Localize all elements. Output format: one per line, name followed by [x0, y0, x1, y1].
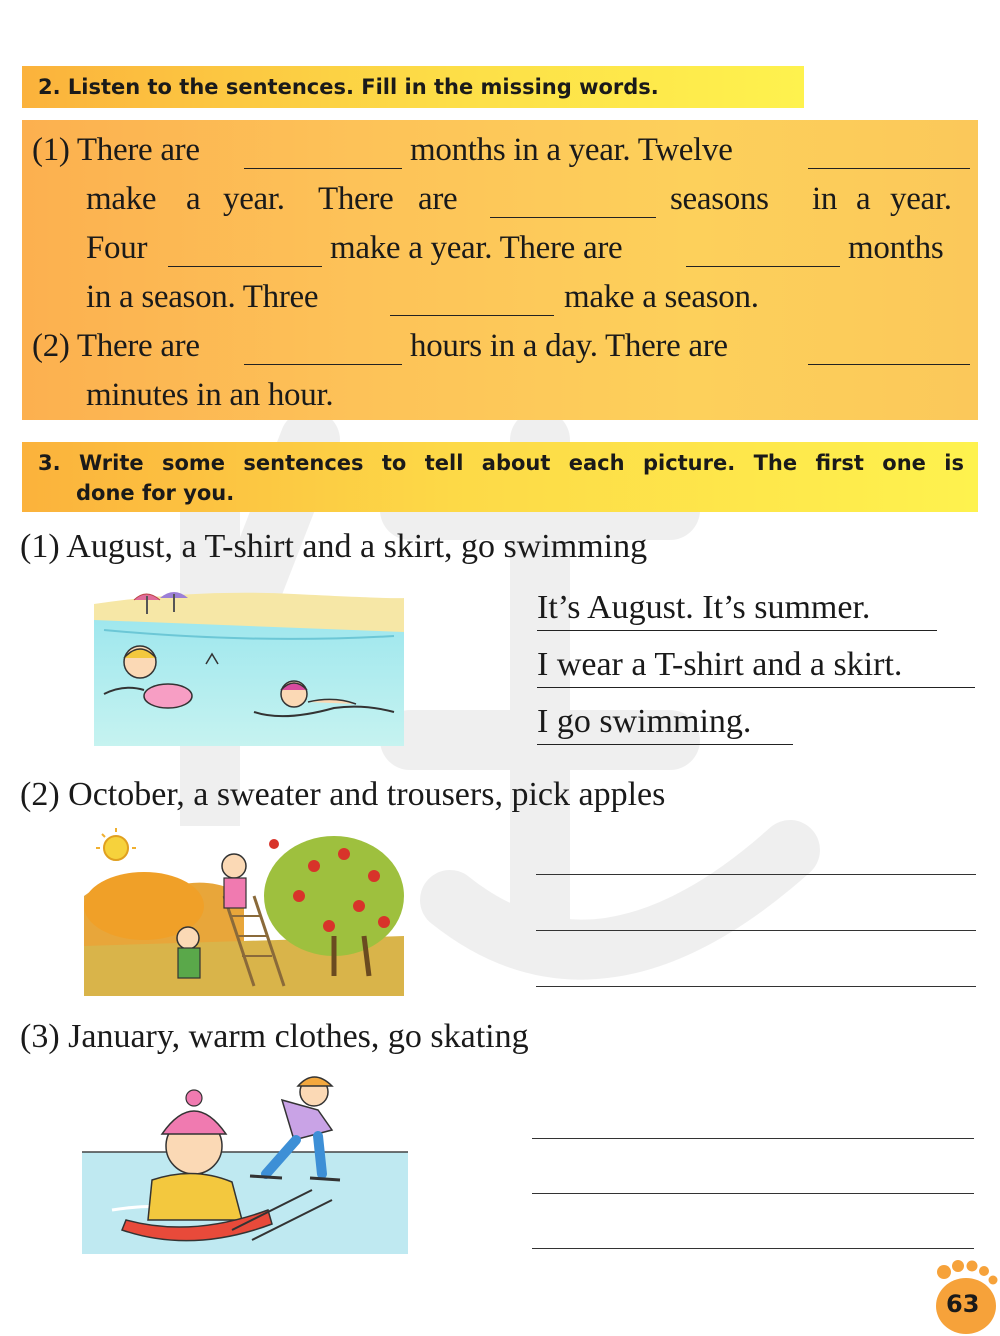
fill-blank[interactable]	[808, 168, 970, 169]
item-1-prompt: (1) August, a T-shirt and a skirt, go swimming	[20, 528, 648, 565]
exercise-line-5: (2) There are hours in a day. There are	[22, 320, 978, 370]
apple-picking-illustration	[84, 826, 404, 996]
beach-swimming-illustration	[94, 584, 404, 746]
exercise-line-1: (1) There are months in a year. Twelve	[22, 124, 978, 174]
writing-line[interactable]	[536, 874, 976, 875]
section-2-exercise-box	[22, 120, 978, 420]
writing-line[interactable]	[536, 930, 976, 931]
writing-line[interactable]	[532, 1248, 974, 1249]
writing-line[interactable]	[536, 986, 976, 987]
answer-line: I wear a T-shirt and a skirt.	[537, 643, 975, 688]
section-2-heading: 2. Listen to the sentences. Fill in the missing words.	[22, 66, 804, 108]
fill-blank[interactable]	[490, 217, 656, 218]
section-3-heading: 3. Write some sentences to tell about each picture. The first one is done for you.	[22, 442, 978, 512]
fill-blank[interactable]	[244, 364, 402, 365]
fill-blank[interactable]	[808, 364, 970, 365]
ice-skating-illustration	[82, 1070, 408, 1254]
item-3-prompt: (3) January, warm clothes, go skating	[20, 1018, 529, 1055]
item-2-prompt: (2) October, a sweater and trousers, pick apples	[20, 776, 666, 813]
writing-line[interactable]	[532, 1193, 974, 1194]
exercise-line-6: minutes in an hour.	[86, 377, 334, 413]
fill-blank[interactable]	[390, 315, 554, 316]
fill-blank[interactable]	[244, 168, 402, 169]
writing-line[interactable]	[532, 1138, 974, 1139]
page-number: 63	[946, 1290, 980, 1318]
exercise-line-2: make a year. There are seasons in a year.	[86, 181, 952, 217]
answer-line: I go swimming.	[537, 700, 793, 745]
fill-blank[interactable]	[686, 266, 840, 267]
fill-blank[interactable]	[168, 266, 322, 267]
exercise-line-4: in a season. Three make a season.	[86, 279, 759, 315]
exercise-line-3: Four make a year. There are months	[86, 230, 944, 266]
answer-line: It’s August. It’s summer.	[537, 586, 937, 631]
